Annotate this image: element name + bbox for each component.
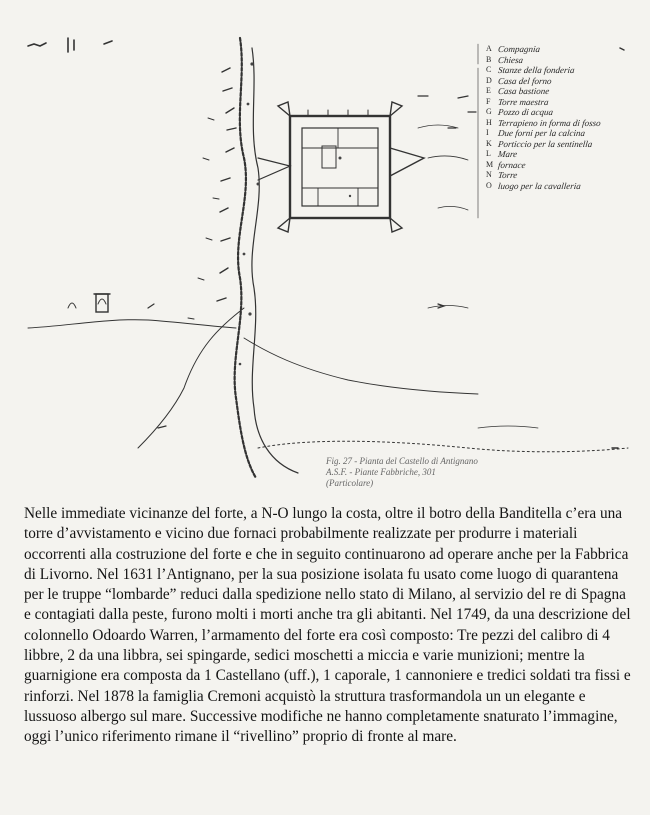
fort-map-figure xyxy=(8,8,642,490)
body-paragraph-block xyxy=(24,504,636,748)
figure-caption xyxy=(326,456,546,489)
legend-row: H Terrapieno in forma di fosso xyxy=(486,117,602,128)
caption-line: Fig. 27 - Pianta del Castello di Antignano xyxy=(326,456,478,466)
caption-line: A.S.F. - Piante Fabbriche, 301 xyxy=(326,467,436,477)
legend-row: A Compagnia xyxy=(486,44,541,54)
caption-line: (Particolare) xyxy=(326,478,374,488)
legend-row: O luogo per la cavalleria xyxy=(486,180,582,191)
legend-row: M fornace xyxy=(486,159,527,170)
legend-row: N Torre xyxy=(486,170,518,180)
legend-row: B Chiesa xyxy=(486,54,524,65)
map-legend xyxy=(486,44,636,191)
legend-row: I Due forni per la calcina xyxy=(486,128,586,138)
legend-row: G Pozzo di acqua xyxy=(486,107,554,117)
legend-row: C Stanze della fonderia xyxy=(486,65,576,75)
body-paragraph: Nelle immediate vicinanze del forte, a N-O lungo la costa, oltre il botro della Banditella c’era una torre d’avvistamento e vicino due fornaci probabilmente realizzate per produrre i materiali occorrenti alla costruzione del forte e che in seguito continuarono ad operare anche per la Fabbrica di Livorno. Nel 1631 l’Antignano, per la sua posizione isolata fu usato come luogo di quarantena per le truppe “lombarde” reduci dalla spedizione nello stato di Milano, al servizio del re di Spagna e contagiati dalla peste, furono molti i morti anche tra gli abitanti. Nel 1749, da una descrizione del colonnello Odoardo Warren, l’armamento del forte era così composto: Tre pezzi del calibro di 4 libbre, 2 da una libbra, sei spingarde, sedici moschetti a miccia e varie munizioni; mentre la guarnigione era composta da 1 Castellano (uff.), 1 caporale, 1 cannoniere e tredici soldati tra fissi e rinforzi. Nel 1878 la famiglia Cremoni acquistò la struttura trasformandola un un elegante e lussuoso albergo sul mare. Successive modifiche ne hanno completamente snaturato l’immagine, oggi l’unico riferimento rimane il “rivellino” proprio di fronte al mare. xyxy=(24,505,631,746)
legend-row: F Torre maestra xyxy=(486,96,550,107)
legend-row: K Porticcio per la sentinella xyxy=(486,138,593,149)
legend-row: D Casa del forno xyxy=(486,75,553,86)
legend-row: E Casa bastione xyxy=(486,86,550,96)
legend-row: L Mare xyxy=(486,149,518,159)
